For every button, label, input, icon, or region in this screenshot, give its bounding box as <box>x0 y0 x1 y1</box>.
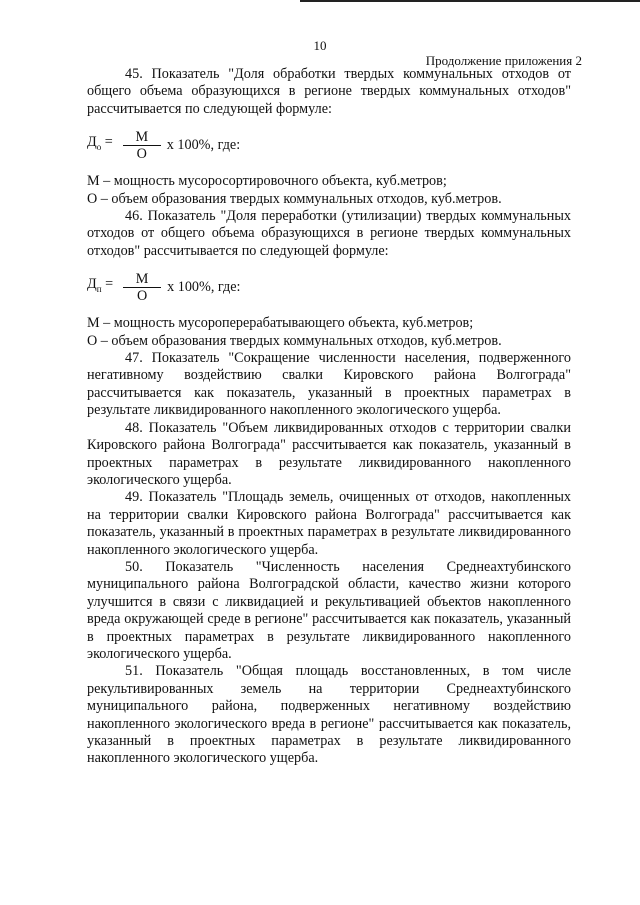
continuation-label: Продолжение приложения 2 <box>425 53 582 68</box>
formula-46-lhs: $Д_п$ = <box>87 276 114 294</box>
paragraph-50: 50. Показатель "Численность населения Среднеахтубинского муниципального района Волгоградской области, качество жизни которого улучшится в связи с ликвидацией и рекультивацией объектов накопленного вреда окружающей среде в регионе" рассчитывается как показатель, указанный в проектных параметрах в результате ликвидированного накопленного экологического ущерба. <box>87 558 571 662</box>
definition-46-m: М – мощность мусороперерабатывающего объекта, куб.метров; <box>87 315 474 332</box>
document-body <box>87 66 571 768</box>
definition-46-o: О – объем образования твердых коммунальных отходов, куб.метров. <box>87 332 502 349</box>
paragraph-51: 51. Показатель "Общая площадь восстановленных, в том числе рекультивированных земель на территории Среднеахтубинского муниципального района, подверженных негативному воздействию накопленного экологического вреда в регионе" рассчитывается как показатель, указанный в проектных параметрах в результате ликвидированного накопленного экологического ущерба. <box>87 663 571 767</box>
paragraph-45: 45. Показатель "Доля обработки твердых коммунальных отходов от общего объема образующихся в регионе твердых коммунальных отходов" рассчитывается по следующей формуле: <box>87 66 571 117</box>
definition-45-o: О – объем образования твердых коммунальных отходов, куб.метров. <box>87 190 502 207</box>
formula-46 <box>87 269 571 305</box>
paragraph-48: 48. Показатель "Объем ликвидированных отходов с территории свалки Кировского района Волгограда" рассчитывается как показатель, указанный в проектных параметрах в результате ликвидированного накопленного экологического ущерба. <box>87 419 571 488</box>
formula-45-lhs: $Д_о$ = <box>87 134 113 152</box>
page-number: 10 <box>313 38 327 53</box>
formula-46-rhs: х 100%, где: <box>167 278 241 295</box>
formula-46-denominator: О <box>136 287 148 304</box>
formula-45-numerator: М <box>135 128 149 145</box>
formula-46-numerator: М <box>135 270 149 287</box>
formula-45-fraction <box>123 129 161 162</box>
formula-45-denominator: О <box>136 145 147 162</box>
formula-45 <box>87 127 571 163</box>
top-rule <box>300 0 640 2</box>
paragraph-47: 47. Показатель "Сокращение численности населения, подверженного негативному воздействию свалки Кировского района Волгограда" рассчитывается как показатель, указанный в проектных параметрах в результате ликвидированного накопленного экологического ущерба. <box>87 350 571 419</box>
definition-45-m: М – мощность мусоросортировочного объекта, куб.метров; <box>87 173 447 190</box>
paragraph-46: 46. Показатель "Доля переработки (утилизации) твердых коммунальных отходов от общего объема образующихся в регионе твердых коммунальных отходов" рассчитывается по следующей формуле: <box>87 208 571 259</box>
formula-46-fraction <box>123 271 161 304</box>
paragraph-49: 49. Показатель "Площадь земель, очищенных от отходов, накопленных на территории свалки Кировского района Волгограда" рассчитывается как показатель, указанный в проектных параметрах в результате ликвидированного накопленного экологического ущерба. <box>87 489 571 558</box>
formula-45-rhs: х 100%, где: <box>166 136 241 153</box>
